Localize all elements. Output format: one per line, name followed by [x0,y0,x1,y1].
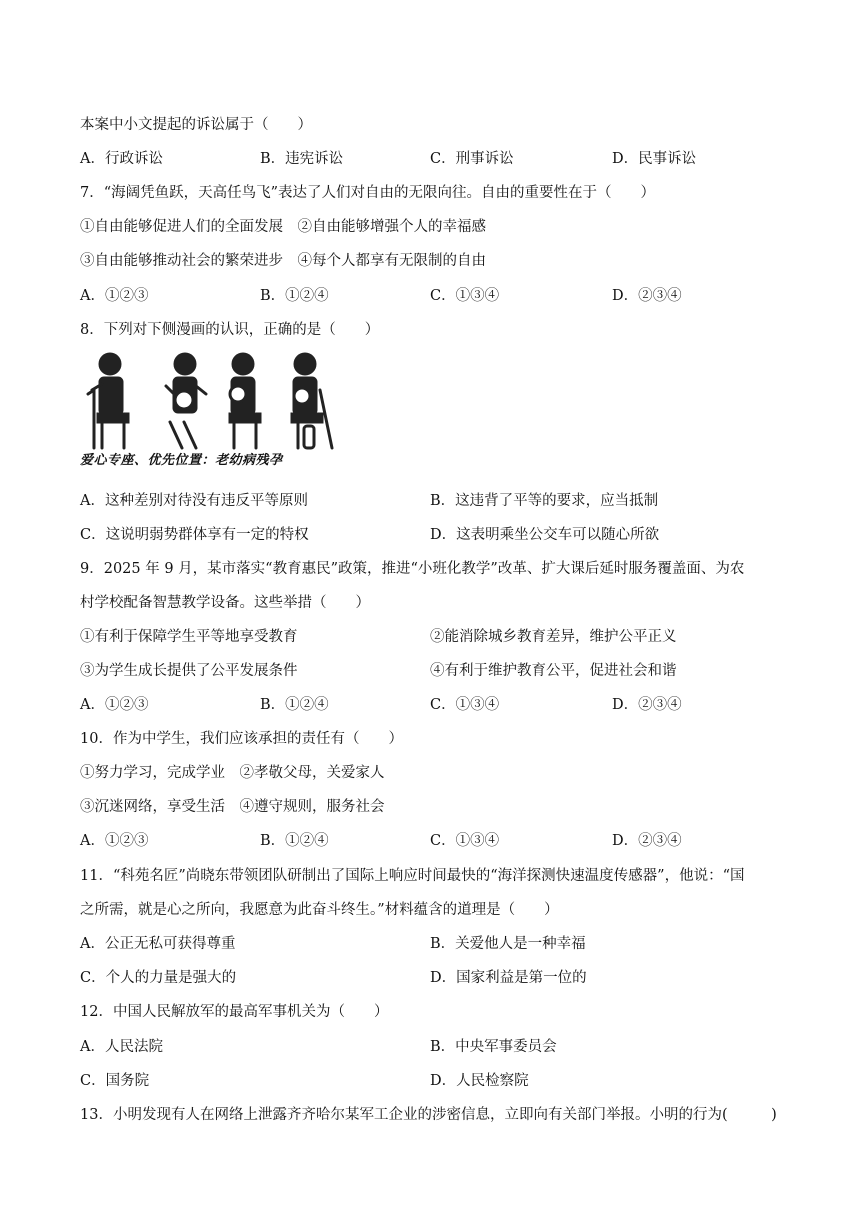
q8-option-a: A．这种差别对待没有违反平等原则 [80,493,308,509]
q7-item-line-2: ③自由能够推动社会的繁荣进步 ④每个人都享有无限制的自由 [80,253,486,269]
q11-stem-line-2: 之所需，就是心之所向，我愿意为此奋斗终生。”材料蕴含的道理是（ ） [80,902,559,918]
q9-option-d: D．②③④ [612,697,682,713]
cartoon-caption: 爱心专座、优先位置：老幼病残孕 [80,453,283,468]
q10-option-a: A．①②③ [80,833,149,849]
q12-option-c: C．国务院 [80,1073,150,1089]
q10-option-d: D．②③④ [612,833,682,849]
q7-option-b: B．①②④ [260,288,329,304]
q12-option-d: D．人民检察院 [430,1073,529,1089]
q7-stem: 7．“海阔凭鱼跃，天高任鸟飞”表达了人们对自由的无限向往。自由的重要性在于（ ） [80,185,656,201]
q11-option-a: A．公正无私可获得尊重 [80,936,236,952]
q11-option-b: B．关爱他人是一种幸福 [430,936,586,952]
q11-option-d: D．国家利益是第一位的 [430,970,587,986]
q12-option-a: A．人民法院 [80,1039,163,1055]
q9-item-2: ②能消除城乡教育差异，维护公平正义 [430,629,677,645]
q9-item-1: ①有利于保障学生平等地享受教育 [80,629,298,645]
q7-option-d: D．②③④ [612,288,682,304]
q10-item-line-1: ①努力学习，完成学业 ②孝敬父母，关爱家人 [80,765,385,781]
q13-stem: 13．小明发现有人在网络上泄露齐齐哈尔某军工企业的涉密信息，立即向有关部门举报。小明的行为( ) [80,1107,777,1123]
q8-stem: 8．下列对下侧漫画的认识，正确的是（ ） [80,322,380,338]
q9-item-4: ④有利于维护教育公平，促进社会和谐 [430,663,677,679]
q9-option-a: A．①②③ [80,697,149,713]
q6-option-c: C．刑事诉讼 [430,151,514,167]
q10-option-b: B．①②④ [260,833,329,849]
q8-option-b: B．这违背了平等的要求，应当抵制 [430,493,659,509]
q11-stem-line-1: 11．“科苑名匠”尚晓东带领团队研制出了国际上响应时间最快的“海洋探测快速温度传感器”，他说：“国 [80,868,745,884]
q6-option-d: D．民事诉讼 [612,151,697,167]
q9-option-b: B．①②④ [260,697,329,713]
q6-stem: 本案中小文提起的诉讼属于（ ） [80,117,312,133]
q7-option-a: A．①②③ [80,288,149,304]
q8-option-d: D．这表明乘坐公交车可以随心所欲 [430,527,660,543]
q10-item-line-2: ③沉迷网络，享受生活 ④遵守规则，服务社会 [80,799,385,815]
q6-option-a: A．行政诉讼 [80,151,163,167]
q10-stem: 10．作为中学生，我们应该承担的责任有（ ） [80,731,403,747]
q9-item-3: ③为学生成长提供了公平发展条件 [80,663,298,679]
q10-option-c: C．①③④ [430,833,500,849]
q9-stem-line-2: 村学校配备智慧教学设备。这些举措（ ） [80,595,370,611]
q9-stem-line-1: 9．2025 年 9 月，某市落实“教育惠民”政策，推进“小班化教学”改革、扩大课后延时服务覆盖面、为农 [80,561,745,577]
q11-option-c: C．个人的力量是强大的 [80,970,237,986]
q12-option-b: B．中央军事委员会 [430,1039,557,1055]
q9-option-c: C．①③④ [430,697,500,713]
q7-item-line-1: ①自由能够促进人们的全面发展 ②自由能够增强个人的幸福感 [80,219,486,235]
q7-option-c: C．①③④ [430,288,500,304]
q12-stem: 12．中国人民解放军的最高军事机关为（ ） [80,1004,389,1020]
q8-option-c: C．这说明弱势群体享有一定的特权 [80,527,309,543]
q6-option-b: B．违宪诉讼 [260,151,344,167]
